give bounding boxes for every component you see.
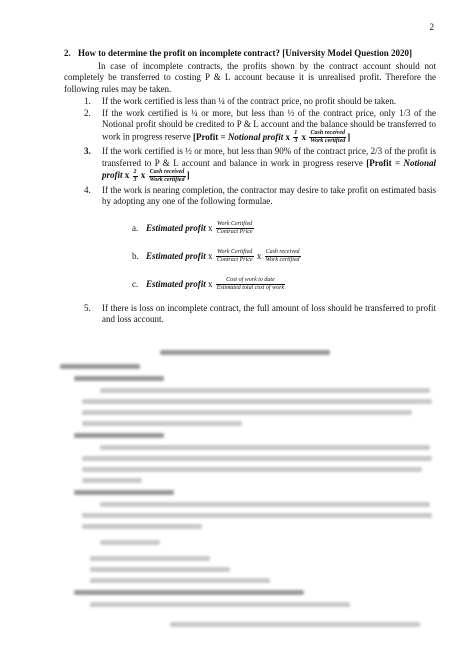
fraction: $\frac{\text{Cash received}}{\text{Work certified}}$ [265, 248, 300, 263]
rule-number: 2. [84, 108, 91, 119]
rule-2 [64, 108, 436, 145]
intro-paragraph: In case of incomplete contracts, the profits shown by the contract account should not completely be transferred to costing P & L account because it is unrealised profit. Therefore the following rules may be taken. [64, 61, 436, 94]
rule-1 [64, 96, 436, 107]
fraction: $\frac{1}{3}$ [294, 130, 298, 145]
rule-3 [64, 146, 436, 183]
rule-text: If there is loss on incomplete contract, the full amount of loss should be transferred to profit and loss account. [102, 303, 436, 325]
formula-a: a. Estimated profit x $\frac{\text{Work Certified}}{\text{Contract Price}}$ [132, 220, 253, 235]
rule-3-text: If the work certified is ½ or more, but less than 90% of the contract price, 2/3 of the profit is transferred to P & L account and balance in work in progress reserve [102, 146, 436, 168]
rule-2-text: If the work certified is ¼ or more, but less than ½ of the contract price, only 1/3 of the Notional profit should be credited to P & L account and the balance should be transferred to work in progress reserve [102, 108, 436, 142]
rules-list [64, 96, 436, 207]
rule-text [102, 108, 436, 145]
fraction: $\frac{\text{Work Certified}}{\text{Contract Price}}$ [216, 248, 253, 263]
rule-text: If the work is nearing completion, the contractor may desire to take profit on estimated basis by adopting any one of the following formulae. [102, 184, 436, 207]
rule-number: 1. [84, 95, 91, 106]
fraction: $\frac{\text{Work Certified}}{\text{Contract Price}}$ [216, 220, 253, 235]
fraction: $\frac{\text{Cost of work to date}}{\text{Estimated total cost of work}}$ [216, 276, 285, 291]
rule-4 [64, 185, 436, 207]
fraction: $\frac{\text{Cash received}}{\text{Work certified}}$ [149, 168, 185, 183]
rule-text [102, 146, 436, 183]
formula-b: b. Estimated profit x $\frac{\text{Work Certified}}{\text{Contract Price}}$ x $\frac{\text{Cash received}}{\text{Work certified}}$ [132, 248, 300, 263]
question-heading [64, 48, 436, 59]
rule-3-formula: [Profit = Notional profit x $\frac{2}{3}$ x $\frac{\text{Cash received}}{\text{Work certified}}$ ] [102, 157, 437, 183]
formula-c: c. Estimated profit x $\frac{\text{Cost of work to date}}{\text{Estimated total cost of work}}$ [132, 276, 285, 291]
rule-text: If the work certified is less than ¼ of the contract price, no profit should be taken. [102, 95, 397, 106]
rule-2-formula: [Profit = Notional profit x $\frac{1}{3}$ x $\frac{\text{Cash received}}{\text{Work certified}}$ ] [192, 130, 351, 145]
formulae-list [132, 217, 436, 295]
fraction: $\frac{2}{3}$ [133, 168, 137, 183]
rule-number: 5. [84, 303, 91, 314]
question-title: How to determine the profit on incomplete contract? [University Model Question 2020] [78, 48, 413, 58]
rule-number: 4. [84, 184, 91, 195]
question-number: 2. [64, 48, 71, 58]
fraction: $\frac{\text{Cash received}}{\text{Work certified}}$ [310, 130, 346, 145]
rule-number: 3. [84, 146, 91, 157]
blurred-preview-area [60, 350, 434, 650]
rule-5 [64, 303, 436, 325]
document-body [64, 48, 436, 326]
page-number: 2 [429, 22, 434, 32]
